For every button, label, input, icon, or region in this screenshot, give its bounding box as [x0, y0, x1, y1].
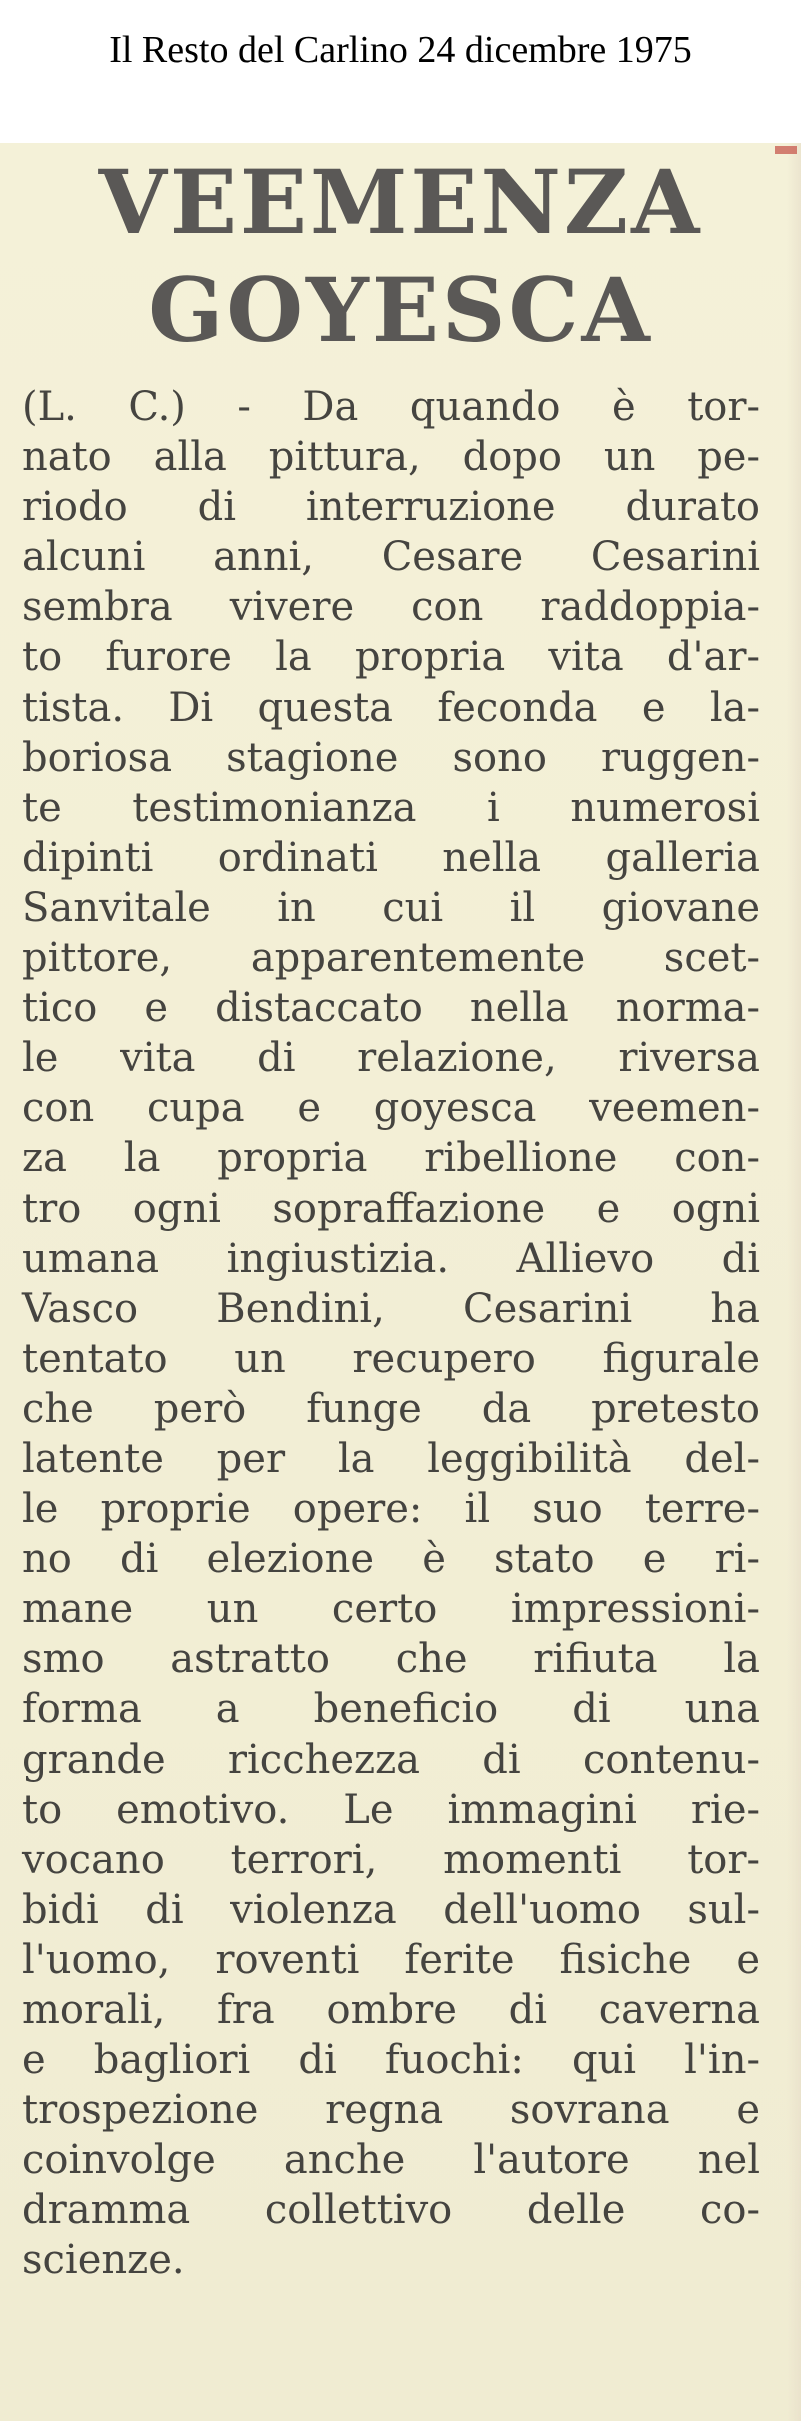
article-line: to furore la propria vita d'ar- — [22, 634, 760, 681]
article-line: che però funge da pretesto — [22, 1385, 760, 1432]
article-line: mane un certo impressioni- — [22, 1586, 760, 1633]
article-line: dipinti ordinati nella galleria — [22, 834, 760, 881]
article-line: vocano terrori, momenti tor- — [22, 1836, 760, 1883]
article-line: nato alla pittura, dopo un pe- — [22, 434, 760, 481]
article-line: dramma collettivo delle co- — [22, 2187, 760, 2234]
article-line: Vasco Bendini, Cesarini ha — [22, 1285, 760, 1332]
article-line: to emotivo. Le immagini rie- — [22, 1786, 760, 1833]
article-line: (L. C.) - Da quando è tor- — [22, 384, 760, 430]
article-line: no di elezione è stato e ri- — [22, 1536, 760, 1583]
article-line: sembra vivere con raddoppia- — [22, 584, 760, 631]
article-line: scienze. — [22, 2237, 185, 2284]
article-line: Sanvitale in cui il giovane — [22, 884, 760, 931]
article-line: trospezione regna sovrana e — [22, 2087, 760, 2134]
article-line: latente per la leggibilità del- — [22, 1435, 760, 1482]
article-line: umana ingiustizia. Allievo di — [22, 1235, 760, 1282]
article-line: za la propria ribellione con- — [22, 1135, 760, 1182]
article-line: tista. Di questa feconda e la- — [22, 684, 760, 731]
article-line: pittore, apparentemente scet- — [22, 935, 760, 982]
article-line: con cupa e goyesca veemen- — [22, 1085, 760, 1132]
article-line: coinvolge anche l'autore nel — [22, 2137, 760, 2184]
article-line: l'uomo, roventi ferite fisiche e — [22, 1936, 760, 1983]
article-line: te testimonianza i numerosi — [22, 784, 760, 831]
article-line: e bagliori di fuochi: qui l'in- — [22, 2037, 760, 2084]
article-line: tentato un recupero figurale — [22, 1335, 760, 1382]
article-line: riodo di interruzione durato — [22, 484, 760, 531]
article-line: tro ogni sopraffazione e ogni — [22, 1185, 760, 1232]
article-line: morali, fra ombre di caverna — [22, 1987, 760, 2033]
article-line: forma a beneficio di una — [22, 1686, 760, 1733]
article-line: le vita di relazione, riversa — [22, 1035, 760, 1082]
clipping-edge — [787, 143, 801, 2421]
article-line: boriosa stagione sono ruggen- — [22, 734, 760, 781]
article-body — [22, 382, 760, 2286]
source-caption: Il Resto del Carlino 24 dicembre 1975 — [109, 29, 692, 71]
article-line: smo astratto che rifiuta la — [22, 1636, 760, 1683]
article-line: le proprie opere: il suo terre- — [22, 1486, 760, 1533]
headline-line-1: VEEMENZA — [98, 150, 703, 254]
article-line: alcuni anni, Cesare Cesarini — [22, 534, 760, 581]
article-line: grande ricchezza di contenu- — [22, 1736, 760, 1783]
article-line: tico e distaccato nella norma- — [22, 985, 760, 1032]
article-line: bidi di violenza dell'uomo sul- — [22, 1886, 760, 1933]
headline-line-2: GOYESCA — [148, 258, 653, 362]
